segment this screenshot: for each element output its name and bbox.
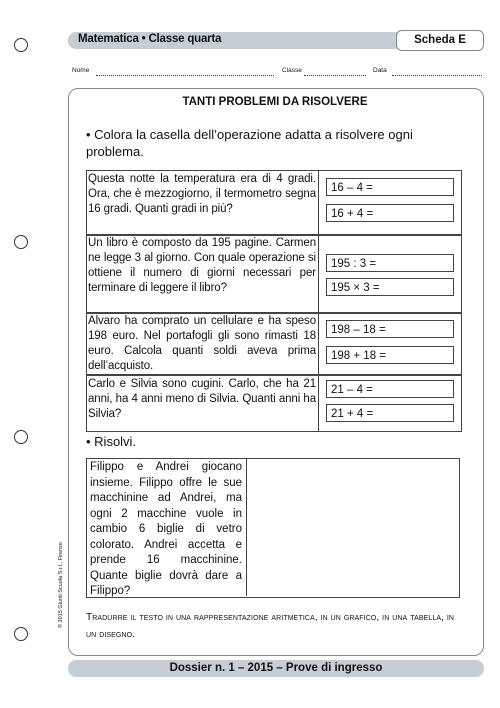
row-divider — [318, 170, 319, 236]
binder-hole — [14, 627, 28, 641]
sheet-label: Scheda E — [396, 30, 484, 51]
section-heading: • Risolvi. — [86, 434, 137, 449]
row-divider — [318, 374, 319, 432]
nome-field[interactable] — [96, 75, 274, 76]
operation-option[interactable]: 195 × 3 = — [326, 278, 454, 296]
solve-problem-text: Filippo e Andrei giocano insieme. Filippo offre le sue macchinine ad Andrei, ma ogni 2 macchine vuole in cambio 6 biglie di vetro colorato. Andrei accetta e prende 16 macchinine. Quante biglie dovrà dare a Filippo? — [90, 461, 242, 597]
problem-text: Questa notte la temperatura era di 4 gradi. Ora, che è mezzogiorno, il termometro segna 16 gradi. Quanti gradi in più? — [88, 173, 316, 215]
classe-field[interactable] — [304, 75, 366, 76]
binder-hole — [14, 430, 28, 444]
header-subject: Matematica • Classe quarta — [78, 33, 222, 45]
solve-divider — [246, 458, 247, 596]
problem-text: Un libro è composto da 195 pagine. Carmen ne legge 3 al giorno. Con quale operazione si ottiene il numero di giorni necessari per terminare di leggere il libro? — [88, 237, 316, 294]
classe-label: Classe — [282, 67, 302, 74]
instruction-text: • Colora la casella dell’operazione adatta a risolvere ogni problema. — [86, 127, 413, 159]
data-field[interactable] — [392, 75, 482, 76]
footer-title: Dossier n. 1 – 2015 – Prove di ingresso — [68, 660, 484, 677]
data-label: Data — [373, 67, 387, 74]
operation-option[interactable]: 16 – 4 = — [326, 178, 454, 196]
problem-text: Alvaro ha comprato un cellulare e ha speso 198 euro. Nel portafogli gli sono rimasti 18 euro. Calcola quanti soldi aveva prima dell’acquisto. — [88, 315, 316, 372]
page-title: TANTI PROBLEMI DA RISOLVERE — [182, 96, 368, 108]
answer-area[interactable] — [248, 460, 456, 594]
problem-text: Carlo e Silvia sono cugini. Carlo, che ha 21 anni, ha 4 anni meno di Silvia. Quanti anni ha Silvia? — [88, 378, 316, 420]
instruction-note: Tradurre il testo in una rappresentazione aritmetica, in un grafico, in una tabella, in un disegno. — [86, 612, 455, 640]
row-divider — [318, 312, 319, 376]
operation-option[interactable]: 198 – 18 = — [326, 320, 454, 338]
nome-label: Nome — [72, 67, 90, 74]
operation-option[interactable]: 198 + 18 = — [326, 346, 454, 364]
operation-option[interactable]: 21 – 4 = — [326, 380, 454, 398]
operation-option[interactable]: 195 : 3 = — [326, 254, 454, 272]
operation-option[interactable]: 16 + 4 = — [326, 204, 454, 222]
row-divider — [318, 234, 319, 314]
binder-hole — [14, 38, 28, 52]
binder-hole — [14, 235, 28, 249]
operation-option[interactable]: 21 + 4 = — [326, 404, 454, 422]
copyright-text: © 2015 Giunti Scuola S.r.l., Firenze — [58, 542, 64, 628]
